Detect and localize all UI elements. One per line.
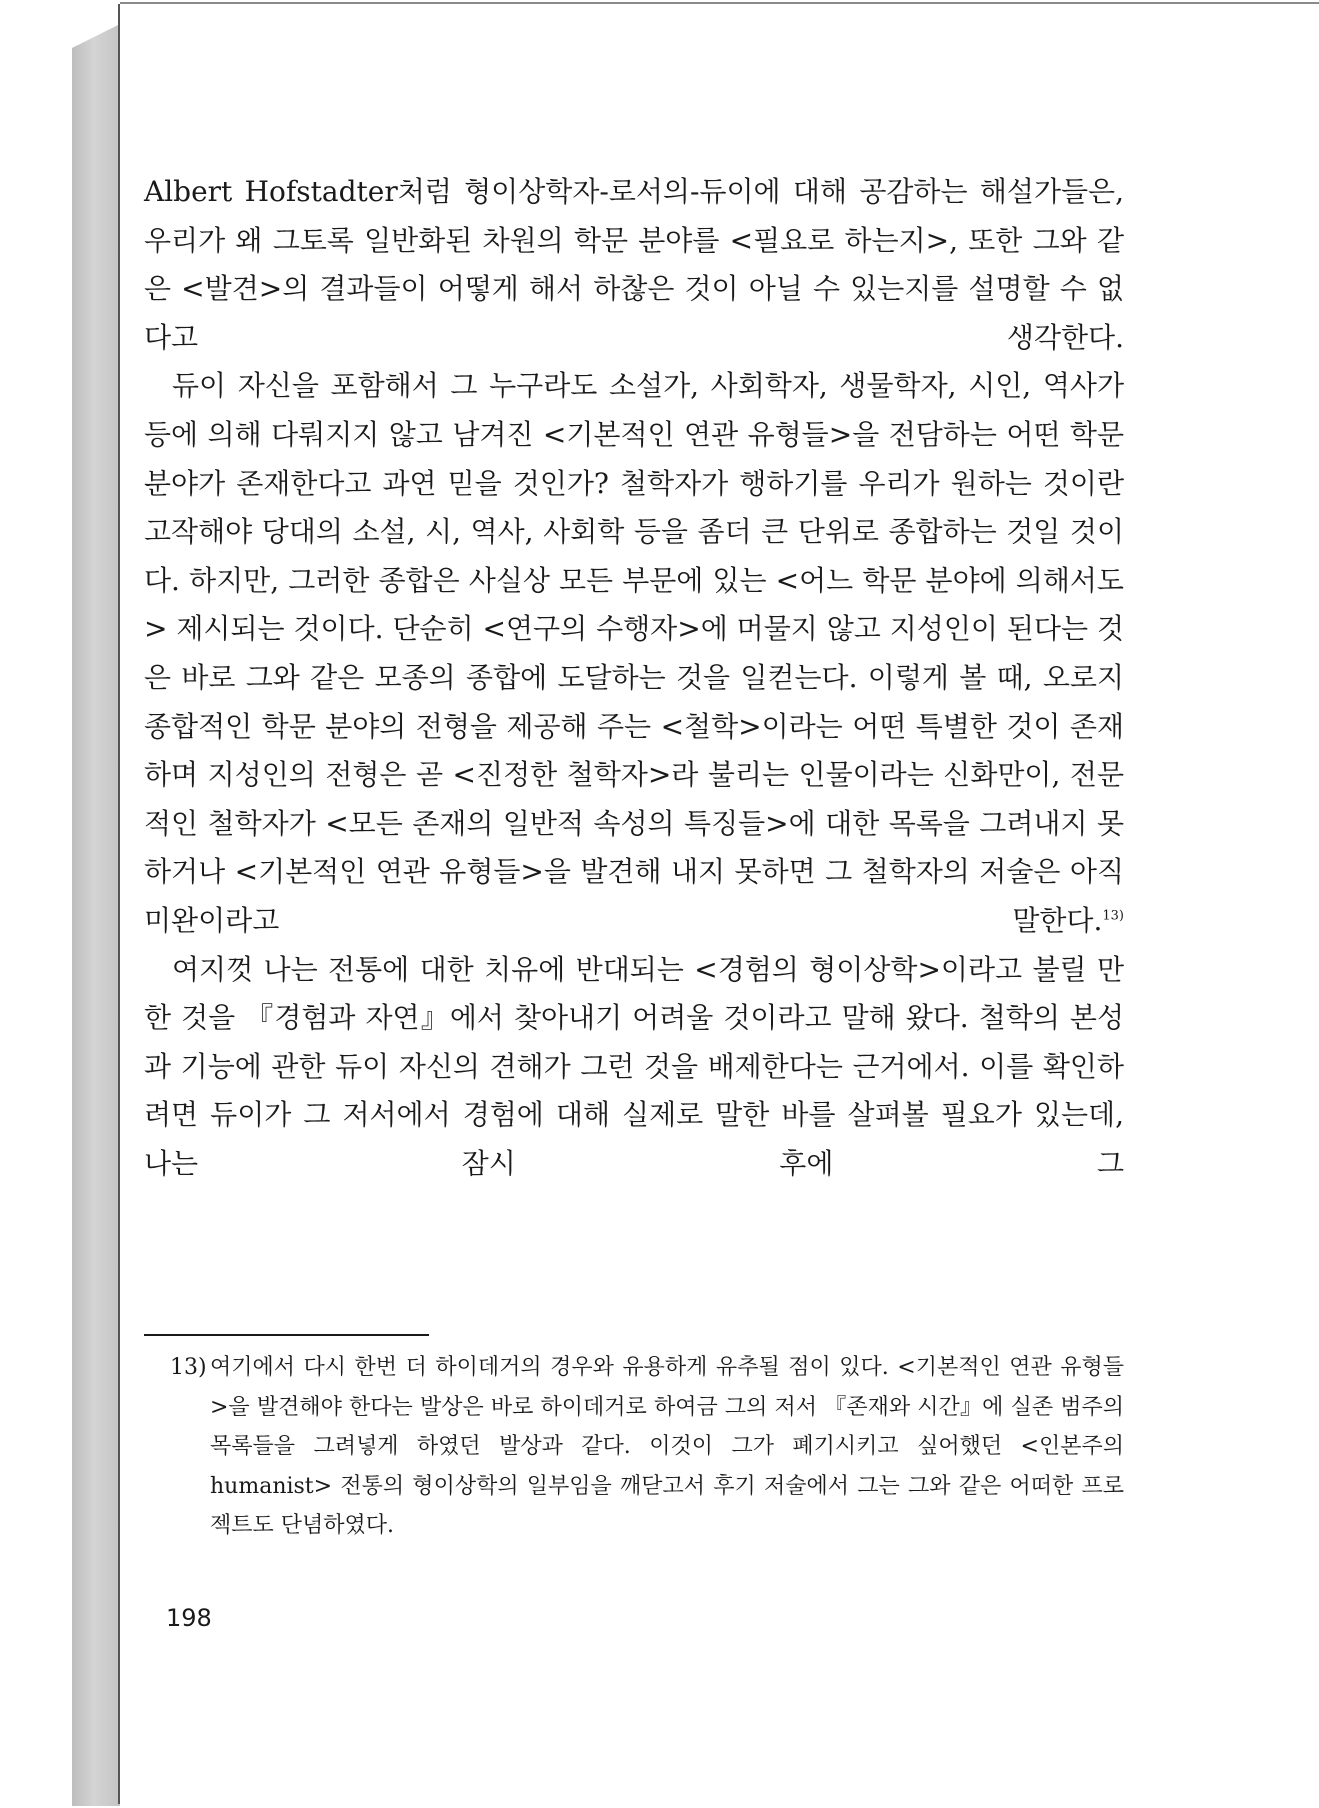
footnote	[144, 1348, 1124, 1546]
paragraph-3: 여지껏 나는 전통에 대한 치유에 반대되는 <경험의 형이상학>이라고 불릴 만한 것을 『경험과 자연』에서 찾아내기 어려울 것이라고 말해 왔다. 철학의 본성과 기능에 관한 듀이 자신의 견해가 그런 것을 배제한다는 근거에서. 이를 확인하려면 듀이가 그 저서에서 경험에 대해 실제로 말한 바를 살펴볼 필요가 있는데, 나는 잠시 후에 그	[144, 952, 1125, 1180]
book-spine	[72, 24, 122, 1806]
footnote-divider	[144, 1334, 429, 1336]
footnote-number: 13)	[170, 1355, 207, 1380]
page-number: 198	[166, 1604, 212, 1632]
paragraph-2	[144, 362, 1124, 945]
footnote-reference: 13)	[1102, 908, 1124, 924]
body-text	[144, 168, 1124, 1188]
paragraph-1: Albert Hofstadter처럼 형이상학자-로서의-듀이에 대해 공감하는 해설가들은, 우리가 왜 그토록 일반화된 차원의 학문 분야를 <필요로 하는지>, 또한 그와 같은 <발견>의 결과들이 어떻게 해서 하찮은 것이 아닐 수 있는지를 설명할 수 없다고 생각한다.	[144, 175, 1124, 354]
paragraph-2-text: 듀이 자신을 포함해서 그 누구라도 소설가, 사회학자, 생물학자, 시인, 역사가 등에 의해 다뤄지지 않고 남겨진 <기본적인 연관 유형들>을 전담하는 어떤 학문 분야가 존재한다고 과연 믿을 것인가? 철학자가 행하기를 우리가 원하는 것이란 고작해야 당대의 소설, 시, 역사, 사회학 등을 좀더 큰 단위로 종합하는 것일 것이다. 하지만, 그러한 종합은 사실상 모든 부문에 있는 <어느 학문 분야에 의해서도> 제시되는 것이다. 단순히 <연구의 수행자>에 머물지 않고 지성인이 된다는 것은 바로 그와 같은 모종의 종합에 도달하는 것을 일컫는다. 이렇게 볼 때, 오로지 종합적인 학문 분야의 전형을 제공해 주는 <철학>이라는 어떤 특별한 것이 존재하며 지성인의 전형은 곧 <진정한 철학자>라 불리는 인물이라는 신화만이, 전문적인 철학자가 <모든 존재의 일반적 속성의 특징들>에 대한 목록을 그려내지 못하거나 <기본적인 연관 유형들>을 발견해 내지 못하면 그 철학자의 저술은 아직 미완이라고 말한다.	[144, 369, 1124, 937]
footnote-text: 여기에서 다시 한번 더 하이데거의 경우와 유용하게 유추될 점이 있다. <기본적인 연관 유형들>을 발견해야 한다는 발상은 바로 하이데거로 하여금 그의 저서 『존재와 시간』에 실존 범주의 목록들을 그려넣게 하였던 발상과 같다. 이것이 그가 폐기시키고 싶어했던 <인본주의humanist> 전통의 형이상학의 일부임을 깨닫고서 후기 저술에서 그는 그와 같은 어떠한 프로젝트도 단념하였다.	[210, 1355, 1124, 1538]
